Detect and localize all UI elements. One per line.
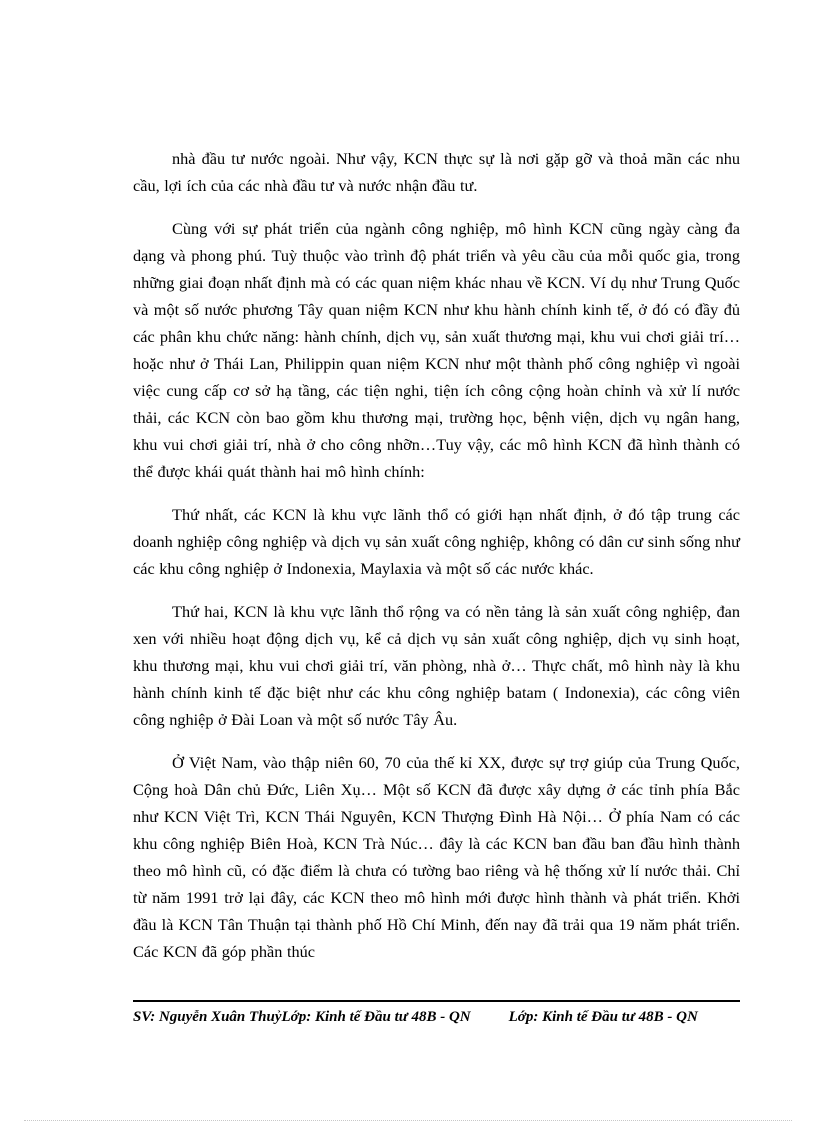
footer-student-class: SV: Nguyễn Xuân ThuỷLớp: Kinh tế Đầu tư 48B - QN: [133, 1009, 471, 1025]
footer-class: Lớp: Kinh tế Đầu tư 48B - QN: [508, 1009, 698, 1025]
page-bottom-edge: [24, 1120, 792, 1121]
body-text: [133, 145, 740, 981]
paragraph-4: Thứ hai, KCN là khu vực lãnh thổ rộng va có nền tảng là sản xuất công nghiệp, đan xen với nhiều hoạt động dịch vụ, kể cả dịch vụ sản xuất công nghiệp, dịch vụ sinh hoạt, khu thương mại, khu vui chơi giải trí, văn phòng, nhà ở… Thực chất, mô hình này là khu hành chính kinh tế đặc biệt như các khu công nghiệp batam ( Indonexia), các công viên công nghiệp ở Đài Loan và một số nước Tây Âu.: [133, 602, 740, 729]
paragraph-1: nhà đầu tư nước ngoài. Như vậy, KCN thực sự là nơi gặp gỡ và thoả mãn các nhu cầu, lợi ích của các nhà đầu tư và nước nhận đầu tư.: [133, 149, 740, 195]
paragraph-5: Ở Việt Nam, vào thập niên 60, 70 của thế kỉ XX, được sự trợ giúp của Trung Quốc, Cộng hoà Dân chủ Đức, Liên Xụ… Một số KCN đã được xây dựng ở các tỉnh phía Bắc như KCN Việt Trì, KCN Thái Nguyên, KCN Thượng Đình Hà Nội… Ở phía Nam có các khu công nghiệp Biên Hoà, KCN Trà Núc… đây là các KCN ban đầu ban đầu hình thành theo mô hình cũ, có đặc điểm là chưa có tường bao riêng và hệ thống xử lí nước thải. Chỉ từ năm 1991 trở lại đây, các KCN theo mô hình mới được hình thành và phát triển. Khởi đầu là KCN Tân Thuận tại thành phố Hồ Chí Minh, đến nay đã trải qua 19 năm phát triển. Các KCN đã góp phần thúc: [133, 753, 740, 961]
paragraph-2: Cùng với sự phát triển của ngành công nghiệp, mô hình KCN cũng ngày càng đa dạng và phong phú. Tuỳ thuộc vào trình độ phát triển và yêu cầu của mỗi quốc gia, trong những giai đoạn nhất định mà có các quan niệm khác nhau về KCN. Ví dụ như Trung Quốc và một số nước phương Tây quan niệm KCN như khu hành chính kinh tế, ở đó có đầy đủ các phân khu chức năng: hành chính, dịch vụ, sản xuất thương mại, khu vui chơi giải trí…hoặc như ở Thái Lan, Philippin quan niệm KCN như một thành phố công nghiệp vì ngoài việc cung cấp cơ sở hạ tầng, các tiện nghi, tiện ích công cộng hoàn chỉnh và xử lí nước thải, các KCN còn bao gồm khu thương mại, trường học, bệnh viện, dịch vụ ngân hang, khu vui chơi giải trí, nhà ở cho công nhỡn…Tuy vậy, các mô hình KCN đã hình thành có thể được khái quát thành hai mô hình chính:: [133, 219, 740, 481]
page-footer: [133, 1006, 740, 1029]
paragraph-3: Thứ nhất, các KCN là khu vực lãnh thổ có giới hạn nhất định, ở đó tập trung các doanh nghiệp công nghiệp và dịch vụ sản xuất công nghiệp, không có dân cư sinh sống như các khu công nghiệp ở Indonexia, Maylaxia và một số các nước khác.: [133, 505, 740, 578]
footer-divider: [133, 1000, 740, 1002]
